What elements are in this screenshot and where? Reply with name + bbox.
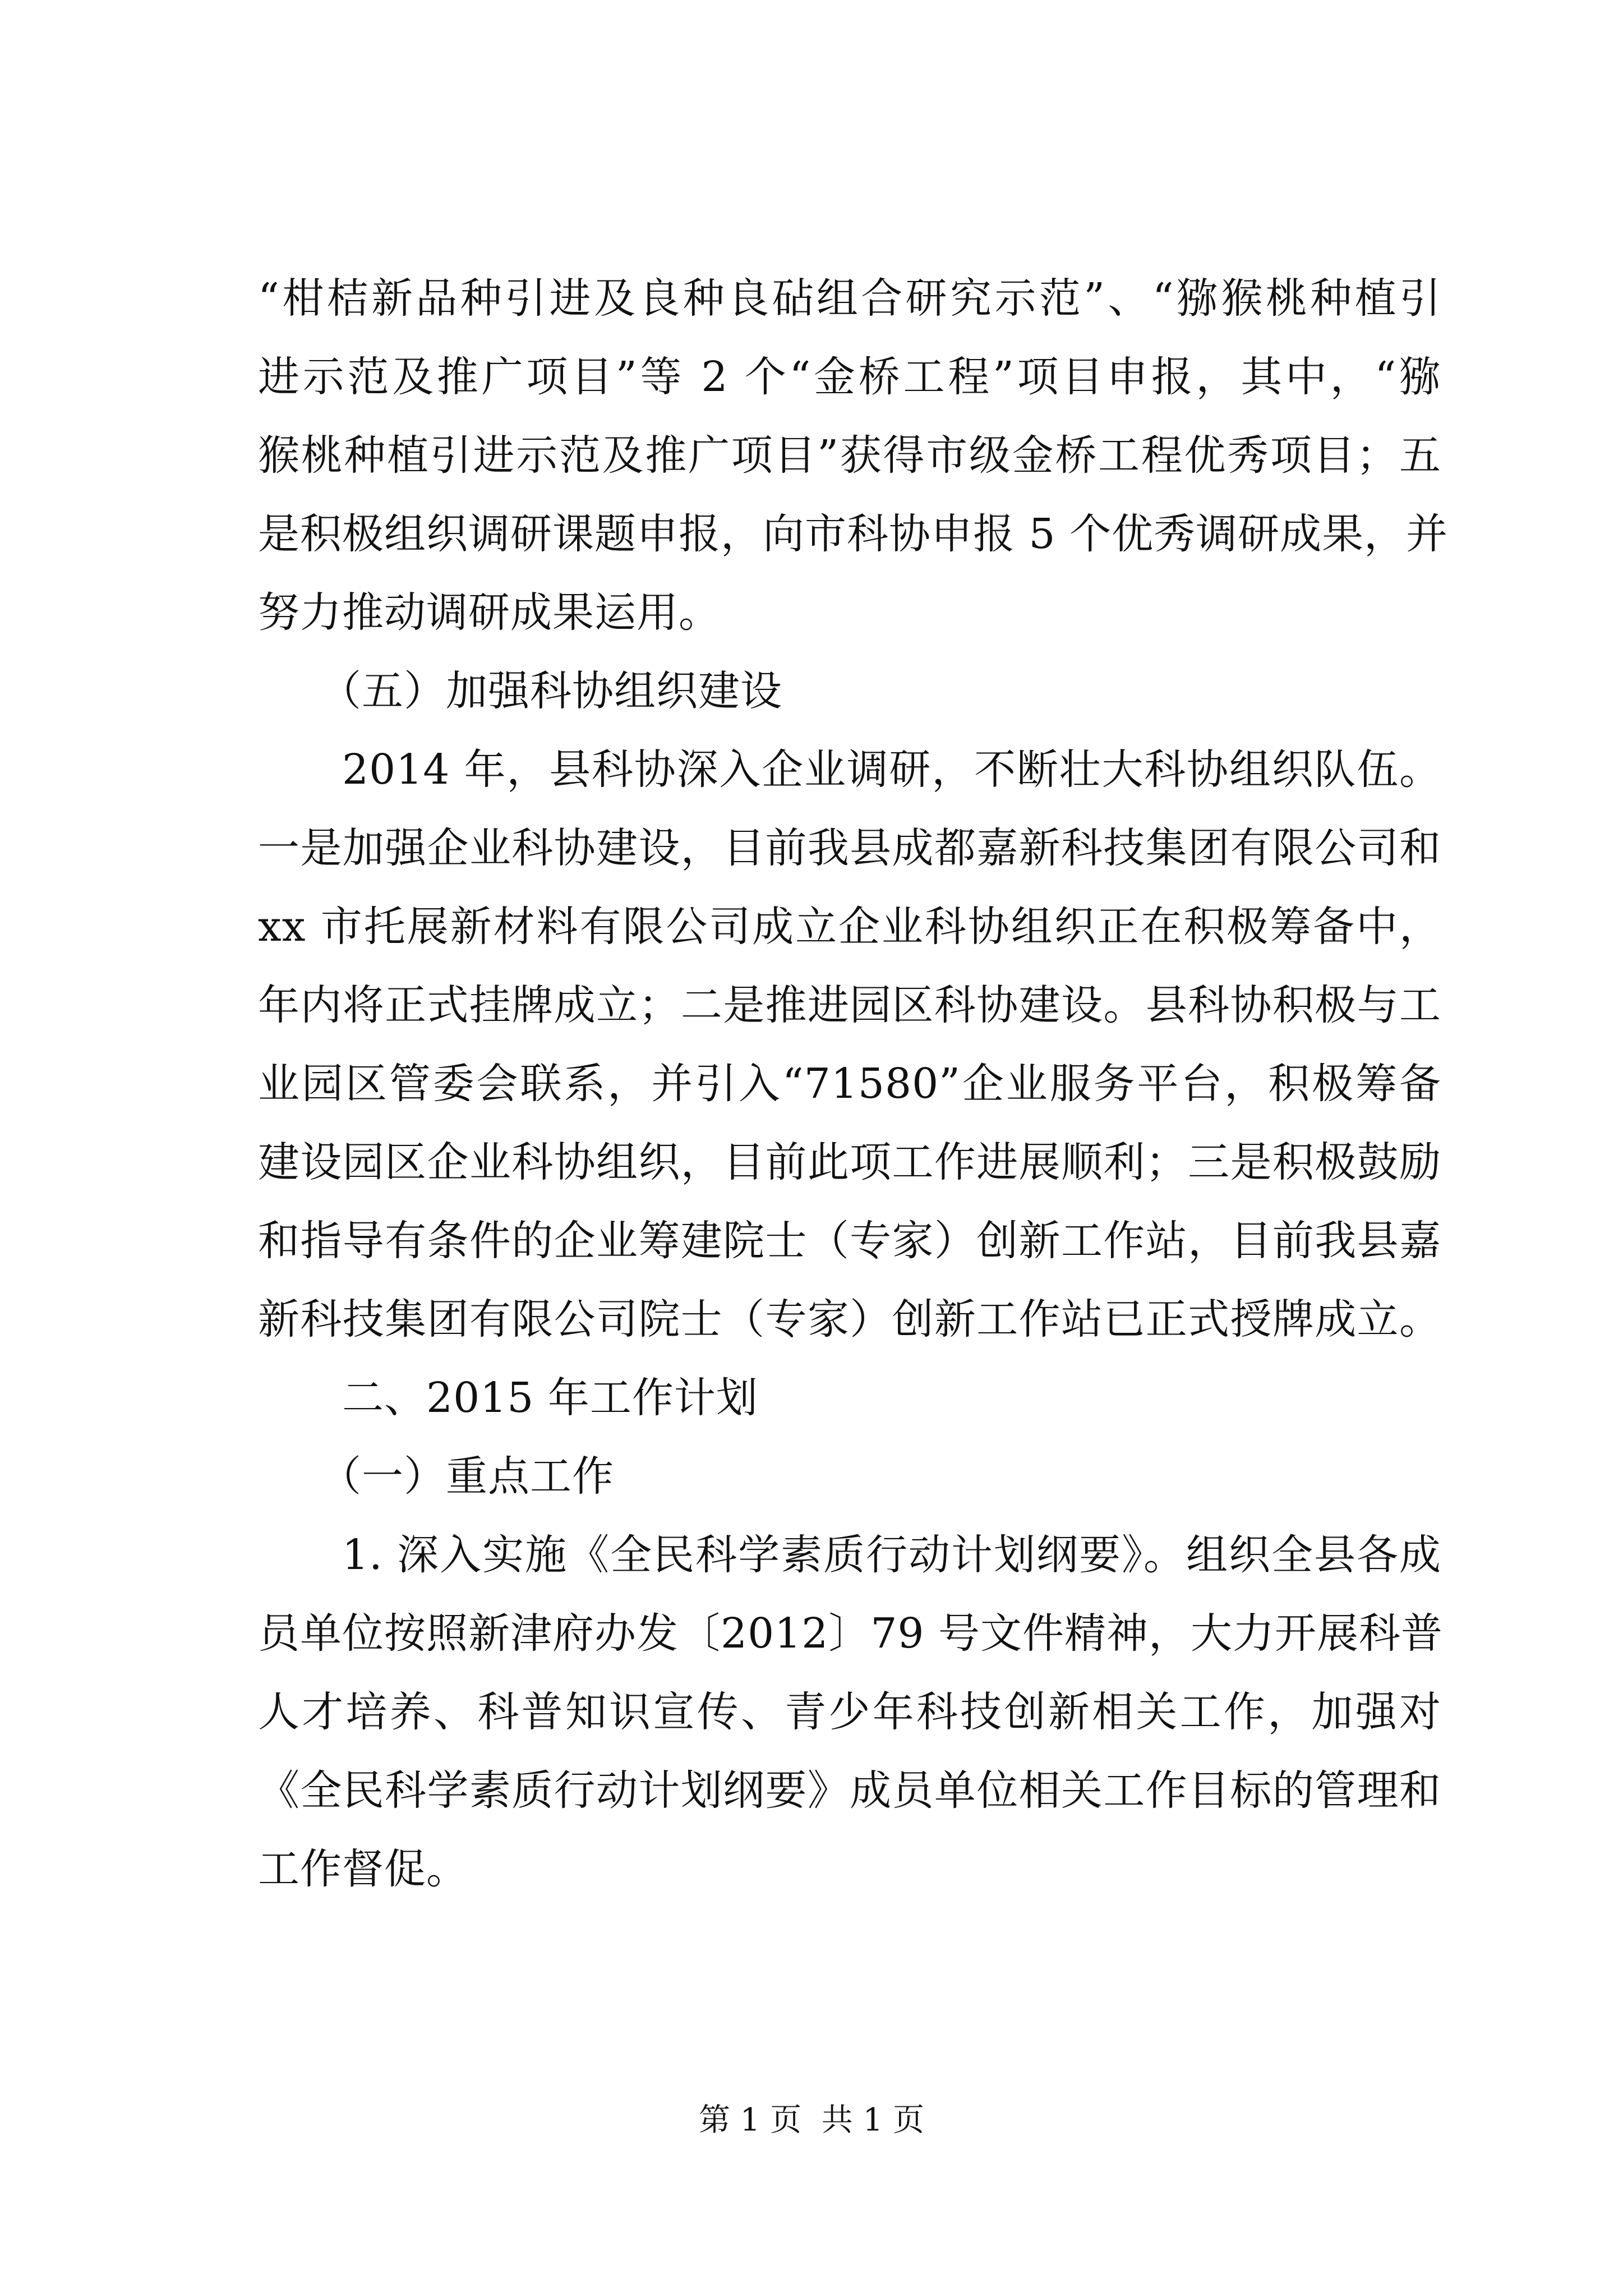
- section-heading: （五）加强科协组织建设: [320, 667, 782, 715]
- subsection-heading: （一）重点工作: [320, 1452, 614, 1501]
- paragraph-line: 是积极组织调研课题申报，向市科协申报 5 个优秀调研成果，并: [258, 510, 1449, 558]
- paragraph-line: 年内将正式挂牌成立；二是推进园区科协建设。县科协积极与工: [258, 981, 1441, 1029]
- paragraph-line: 努力推动调研成果运用。: [258, 588, 721, 637]
- paragraph-line: 员单位按照新津府办发〔2012〕79 号文件精神，大力开展科普: [258, 1609, 1444, 1658]
- paragraph-line: 《全民科学素质行动计划纲要》成员单位相关工作目标的管理和: [258, 1766, 1441, 1815]
- document-body: [258, 259, 1449, 1908]
- paragraph-line: 1. 深入实施《全民科学素质行动计划纲要》。组织全县各成: [342, 1531, 1441, 1579]
- section-heading: 二、2015 年工作计划: [342, 1374, 758, 1422]
- paragraph-line: 和指导有条件的企业筹建院士（专家）创新工作站，目前我县嘉: [258, 1217, 1441, 1265]
- paragraph-line: xx 市托展新材料有限公司成立企业科协组织正在积极筹备中，: [258, 903, 1441, 951]
- page-footer: 第 1 页 共 1 页: [698, 2102, 925, 2138]
- paragraph-line: 建设园区企业科协组织，目前此项工作进展顺利；三是积极鼓励: [258, 1138, 1441, 1186]
- paragraph-line: 进示范及推广项目”等 2 个“金桥工程”项目申报，其中，“猕: [258, 353, 1441, 401]
- paragraph-line: 一是加强企业科协建设，目前我县成都嘉新科技集团有限公司和: [258, 824, 1441, 872]
- paragraph-line: 新科技集团有限公司院士（专家）创新工作站已正式授牌成立。: [258, 1295, 1441, 1343]
- paragraph-line: 人才培养、科普知识宣传、青少年科技创新相关工作，加强对: [258, 1688, 1441, 1736]
- paragraph-line: “柑桔新品种引进及良种良砧组合研究示范”、“猕猴桃种植引: [258, 274, 1441, 323]
- paragraph-line: 业园区管委会联系，并引入“71580”企业服务平台，积极筹备: [258, 1060, 1441, 1108]
- paragraph-line: 工作督促。: [258, 1845, 468, 1893]
- paragraph-line: 2014 年，县科协深入企业调研，不断壮大科协组织队伍。: [342, 746, 1441, 794]
- paragraph-line: 猴桃种植引进示范及推广项目”获得市级金桥工程优秀项目；五: [258, 431, 1441, 480]
